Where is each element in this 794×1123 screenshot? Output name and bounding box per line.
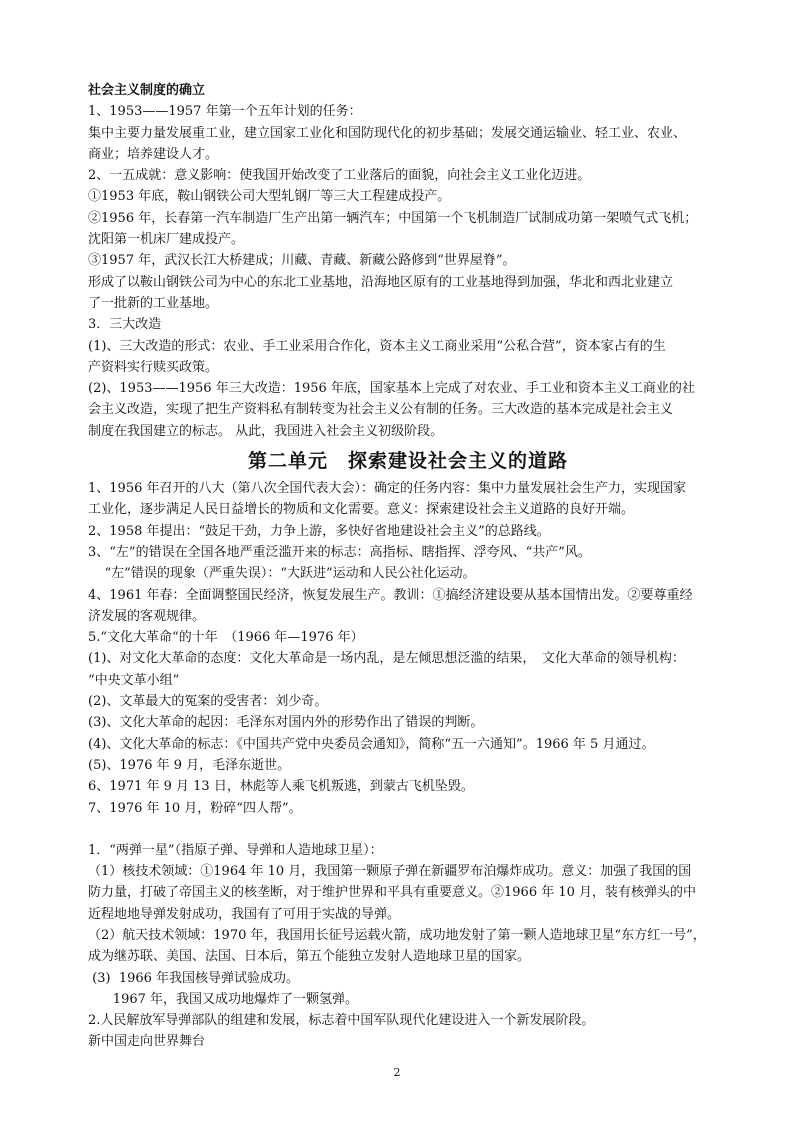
text-line: (3) 1966 年我国核导弹试验成功。 [88,970,300,986]
text-line: 7、1976 年 10 月，粉碎“四人帮”。 [88,800,302,816]
section-heading: 社会主义制度的确立 [88,83,206,98]
section1-content [88,101,728,442]
text-line: “左”错误的现象（严重失误）：“大跃进”运动和人民公社化运动。 [88,566,476,582]
text-line: ③1957 年，武汉长江大桥建成；川藏、青藏、新藏公路修到“世界屋脊”。 [88,253,516,269]
text-line: (3)、文化大革命的起因：毛泽东对国内外的形势作出了错误的判断。 [88,715,484,731]
text-line: 5.“文化大革命“的十年 （1966 年—1976 年） [88,630,364,646]
text-line: 济发展的客观规律。 [88,608,206,624]
text-line: (2)、1953——1956 年三大改造：1956 年底，国家基本上完成了对农业、手工业和资本主义工商业的社 [88,381,695,397]
text-line: 2、一五成就：意义影响：使我国开始改变了工业落后的面貌，向社会主义工业化迈进。 [88,168,591,184]
text-line: 制度在我国建立的标志。 从此，我国进入社会主义初级阶段。 [88,423,444,439]
text-line: (1)、三大改造的形式：农业、手工业采用合作化，资本主义工商业采用“公私合营”，资本家占有的生 [88,338,666,354]
section3-content [88,840,728,1053]
text-line: (2)、文革最大的冤案的受害者：刘少奇。 [88,694,328,710]
text-line: 会主义改造，实现了把生产资料私有制转变为社会主义公有制的任务。三大改造的基本完成是社会主义 [88,402,674,418]
text-line: 了一批新的工业基地。 [88,295,219,311]
text-line: 1967 年，我国又成功地爆炸了一颗氢弹。 [88,991,359,1007]
text-line: 产资料实行赎买政策。 [88,359,219,375]
text-line: (5)、1976 年 9 月，毛泽东逝世。 [88,757,291,773]
page-number: 2 [393,1066,401,1079]
text-line: 集中主要力量发展重工业，建立国家工业化和国防现代化的初步基础；发展交通运输业、轻工业、农业、 [88,125,687,141]
text-line: 沈阳第一机床厂建成投产。 [88,232,245,248]
text-line: （1）核技术领域：①1964 年 10 月，我国第一颗原子弹在新疆罗布泊爆炸成功。意义：加强了我国的国 [88,864,692,880]
text-line: 1．“两弹一星”（指原子弹、导弹和人造地球卫星）： [88,842,383,858]
text-line: 形成了以鞍山钢铁公司为中心的东北工业基地，沿海地区原有的工业基地得到加强，华北和西北业建立 [88,274,674,290]
text-line: “中央文革小组” [88,672,180,688]
text-line: 防力量，打破了帝国主义的核垄断，对于维护世界和平具有重要意义。②1966 年 10 月，装有核弹头的中 [88,885,697,901]
text-line: （2）航天技术领域：1970 年，我国用长征号运载火箭，成功地发射了第一颗人造地球卫星“东方红一号”， [88,927,706,943]
blank-line [88,819,728,840]
text-line: 4、1961 年春：全面调整国民经济，恢复发展生产。教训：①搞经济建设要从基本国情出发。②要尊重经 [88,587,693,603]
text-line: 1、1956 年召开的八大（第八次全国代表大会）：确定的任务内容：集中力量发展社会生产力，实现国家 [88,481,686,497]
text-line: 近程地地导弹发射成功，我国有了可用于实战的导弹。 [88,906,401,922]
text-line: ②1956 年，长春第一汽车制造厂生产出第一辆汽车；中国第一个飞机制造厂试制成功第一架喷气式飞机； [88,210,698,226]
text-line: (1)、对文化大革命的态度：文化大革命是一场内乱，是左倾思想泛滥的结果， 文化大革命的领导机构： [88,651,685,667]
text-line: 成为继苏联、美国、法国、日本后，第五个能独立发射人造地球卫星的国家。 [88,949,531,965]
text-line: 2、1958 年提出：“鼓足干劲，力争上游，多快好省地建设社会主义”的总路线。 [88,523,550,539]
text-line: 3、“左”的错误在全国各地严重泛滥开来的标志：高指标、瞎指挥、浮夸风、“共产”风。 [88,544,591,560]
text-line: 新中国走向世界舞台 [88,1034,206,1050]
text-line: 工业化，逐步满足人民日益增长的物质和文化需要。意义：探索建设社会主义道路的良好开端。 [88,502,635,518]
section2-content [88,478,728,819]
text-line: (4)、文化大革命的标志：《中国共产党中央委员会通知》，简称“五一六通知”。1966 年 5 月通过。 [88,736,655,752]
text-line: 3．三大改造 [88,317,162,333]
text-line: ①1953 年底，鞍山钢铁公司大型轧钢厂等三大工程建成投产。 [88,189,451,205]
text-line: 6、1971 年 9 月 13 日，林彪等人乘飞机叛逃，到蒙古飞机坠毁。 [88,779,474,795]
document-body [88,80,728,1053]
text-line: 1、1953——1957 年第一个五年计划的任务： [88,104,362,120]
unit-title: 第二单元 探索建设社会主义的道路 [247,450,568,473]
text-line: 商业；培养建设人才。 [88,146,219,162]
text-line: 2.人民解放军导弹部队的组建和发展，标志着中国军队现代化建设进入一个新发展阶段。 [88,1013,595,1029]
